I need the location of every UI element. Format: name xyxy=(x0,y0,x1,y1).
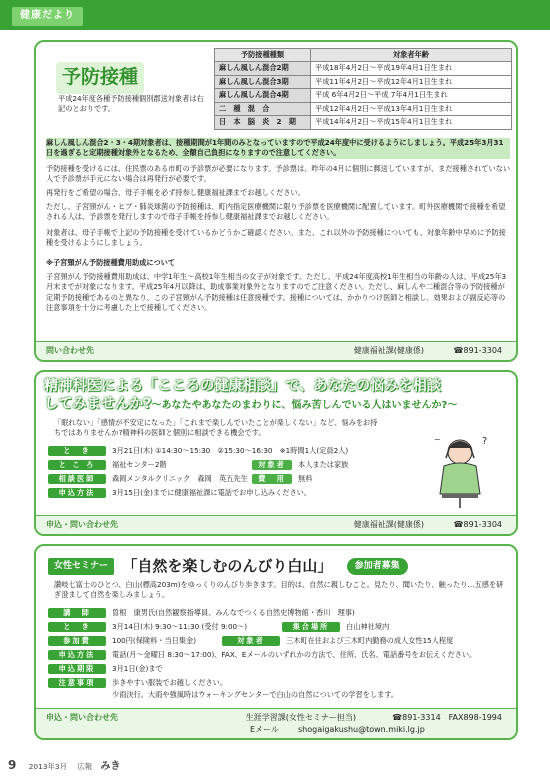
mental-health-title xyxy=(44,378,512,414)
section-tag: 健康だより xyxy=(12,7,83,26)
note-text: 子宮頸がん予防接種費用助成は、中学1年生～高校1年生相当の女子が対象です。ただし、平成24年度高校1年生相当の年齢の人は、平成25年3月末までが対象になります。平成25年4月以降は、助成事業対象外となりますのでご注意ください。ただし、麻しんや二種混合等の予防接種が定期予防接種であるのと異なり、この子宮頸がん予防接種は任意接種です。接種については、かかりつけ医師と相談し、効果および副反応等の注意事項を十分に考慮した上で接種してください。 xyxy=(46,272,507,313)
table-cell: 平成12年4月2日～平成13年4月1日生まれ xyxy=(311,102,512,115)
table-cell: 日 本 脳 炎 2 期 xyxy=(215,116,311,129)
info-value: 3月21日(木) ①14:30～15:30 ②15:30～16:30 ※1時間1人(定員2人) xyxy=(112,446,349,455)
email-link[interactable]: shogaigakushu@town.miki.lg.jp xyxy=(298,725,425,734)
wanted-badge: 参加者募集 xyxy=(347,558,408,575)
info-row xyxy=(48,488,311,501)
page-number: 9 xyxy=(8,758,17,772)
contact-dept: 生涯学習課(女性セミナー担当) xyxy=(245,713,356,722)
seminar-section xyxy=(34,544,518,740)
info-value: 無料 xyxy=(298,474,313,483)
contact-tel: ☎891-3314 FAX898-1994 xyxy=(392,713,502,722)
info-row xyxy=(48,650,476,663)
info-row xyxy=(48,608,355,621)
table-row xyxy=(215,102,512,115)
vaccination-paragraph: 予防接種を受けるには、住民票のある市町の予診票が必要になります。予診票は、昨年の4月に個別に郵送していますが、まだ接種されていない人で予診票が手元にない場合は再発行が必要です。 xyxy=(46,164,511,184)
contact-label: 申込・問い合わせ先 xyxy=(46,713,118,722)
info-label: 講 師 xyxy=(48,608,106,618)
seminar-header xyxy=(48,556,408,578)
page-footer xyxy=(8,757,121,775)
info-value: 3月14日(木) 9:30～11:30 (受付 9:00～) xyxy=(112,622,248,631)
info-label: 相談医師 xyxy=(48,474,106,484)
info-label: と き xyxy=(48,446,106,456)
info-label: 申込方法 xyxy=(48,488,106,498)
mental-intro: 「眠れない」「感情が不安定になった」「これまで楽しんでいたことが楽しくない」など、悩みをお持ちではありませんか?精神科の医師と個別に相談できる機会です。 xyxy=(54,418,378,438)
info-value: 白山神社境内 xyxy=(346,622,390,631)
table-row xyxy=(215,62,512,75)
info-value: 歩きやすい服装でお越しください。 xyxy=(112,678,228,687)
table-cell: 二 種 混 合 xyxy=(215,102,311,115)
info-value: 3月15日(金)までに健康福祉課に電話でお申し込みください。 xyxy=(112,488,312,497)
mental-health-section xyxy=(34,370,518,536)
info-value: 福祉センター2階 xyxy=(112,460,167,469)
info-label: と き xyxy=(48,622,106,632)
info-value: 三木町在住および三木町内勤務の成人女性15人程度 xyxy=(286,636,454,645)
table-row xyxy=(215,75,512,88)
vaccination-section xyxy=(34,40,518,362)
info-row xyxy=(48,460,348,473)
worried-person-illustration-icon xyxy=(420,430,506,510)
info-row xyxy=(48,622,389,635)
note-title: ※子宮頸がん予防接種費用助成について xyxy=(46,258,176,267)
contact-dept: 健康福祉課(健康係) xyxy=(353,520,424,529)
table-cell: 平成14年4月2日～平成15年4月1日生まれ xyxy=(311,116,512,129)
info-label: 対象者 xyxy=(252,460,292,470)
info-value: 森岡メンタルクリニック 森岡 英五先生 xyxy=(112,474,248,483)
contact-tel: ☎891-3304 xyxy=(453,346,502,355)
info-label: 参加費 xyxy=(48,636,106,646)
table-cell: 平成18年4月2日～平成19年4月1日生まれ xyxy=(311,62,512,75)
contact-tel: ☎891-3304 xyxy=(453,520,502,529)
info-value: 100円(保険料・当日集金) xyxy=(112,636,197,645)
table-header: 予防接種種類 xyxy=(215,49,311,62)
magazine-logo: みき xyxy=(100,761,121,772)
info-label: と こ ろ xyxy=(48,460,106,470)
vaccination-paragraph: ただし、子宮頸がん・ヒブ・肺炎球菌の予防接種は、町内指定医療機関に限り予診票を医療機関に配置しています。町外医療機関で接種を希望される人は、予診票を発行しますので母子手帳を持参し健康福祉課までお越しください。 xyxy=(46,202,506,222)
info-value: 本人または家族 xyxy=(298,460,349,469)
info-value: 曽根 康男氏(自然観察指導員、みんなでつくる自然史博物館・香川 理事) xyxy=(112,608,355,617)
table-header: 対象者年齢 xyxy=(311,49,512,62)
table-row xyxy=(215,116,512,129)
info-row xyxy=(48,474,312,487)
table-row xyxy=(215,89,512,102)
table-cell: 麻しん風しん混合4期 xyxy=(215,89,311,102)
info-label: 注意事項 xyxy=(48,678,106,688)
table-cell: 平成 6年4月2日～平成 7年4月1日生まれ xyxy=(311,89,512,102)
vaccination-paragraph: 再発行をご希望の場合、母子手帳を必ず持参し健康福祉課までお越しください。 xyxy=(46,188,305,197)
title-line2: してみませんか? xyxy=(44,395,152,412)
table-cell: 麻しん風しん混合2期 xyxy=(215,62,311,75)
info-row xyxy=(112,690,398,703)
vaccination-paragraph: 対象者は、母子手帳で上記の予防接種を受けているかどうかご確認ください。また、これ以外の予防接種についても、対象年齢中早めに予防接種を受けるようにしましょう。 xyxy=(46,228,506,248)
magazine-name: 広報 xyxy=(77,762,93,771)
info-label: 対象者 xyxy=(222,636,280,646)
vaccination-warning: 麻しん風しん混合2・3・4期対象者は、接種期間が1年間のみとなっていますので平成24年度中に受けるようにしましょう。平成25年3月31日を過ぎると定期接種対象外となるため、全額自己負担になりますので注意してください。 xyxy=(46,138,510,159)
contact-label: 問い合わせ先 xyxy=(46,346,94,355)
info-label: 費 用 xyxy=(252,474,292,484)
contact-dept: 健康福祉課(健康係) xyxy=(353,346,424,355)
info-label: 申込期限 xyxy=(48,664,106,674)
title-line1: 精神科医による「こころの健康相談」で、あなたの悩みを相談 xyxy=(44,378,441,394)
vaccination-table xyxy=(214,48,512,130)
svg-text:?: ? xyxy=(482,436,488,447)
info-label: 申込方法 xyxy=(48,650,106,660)
table-cell: 麻しん風しん混合3期 xyxy=(215,75,311,88)
seminar-intro: 讃岐七富士のひとつ、白山(標高203m)をゆっくりのんびり歩きます。目的は、自然に親しむこと。見たり、聞いたり、触ったり…五感を研ぎ澄まして自然を楽しみましょう。 xyxy=(54,580,504,600)
email-label: Eメール xyxy=(250,725,279,734)
table-cell: 平成11年4月2日～平成12年4月1日生まれ xyxy=(311,75,512,88)
svg-text:~: ~ xyxy=(434,435,441,444)
vaccination-title: 予防接種 xyxy=(56,62,144,94)
contact-bar xyxy=(36,341,516,360)
mental-subtitle: ～あなたやあなたのまわりに、悩み苦しんでいる人はいませんか?～ xyxy=(151,399,458,411)
info-row xyxy=(48,446,348,459)
info-value: 電話(月～金曜日 8:30～17:00)、FAX、Eメールのいずれかの方法で、住所、氏名、電話番号をお伝えください。 xyxy=(112,650,477,659)
contact-label: 申込・問い合わせ先 xyxy=(46,520,118,529)
issue-date: 2013年3月 xyxy=(28,762,68,771)
info-row xyxy=(48,664,163,677)
seminar-badge: 女性セミナー xyxy=(48,558,114,575)
contact-bar xyxy=(36,708,516,738)
seminar-title: 「自然を楽しむのんびり白山」 xyxy=(122,557,333,575)
info-value: 3月1日(金)まで xyxy=(112,664,163,673)
info-label: 集合場所 xyxy=(282,622,340,632)
vaccination-lead: 平成24年度各種予防接種個別郡送対象者は右記のとおりです。 xyxy=(58,94,204,114)
header-bar xyxy=(0,0,550,30)
info-row xyxy=(48,636,453,649)
contact-bar xyxy=(36,515,516,534)
info-value: 少雨決行。大雨や強風時はウォーキングセンターで白山の自然についての学習をします。 xyxy=(112,690,398,699)
